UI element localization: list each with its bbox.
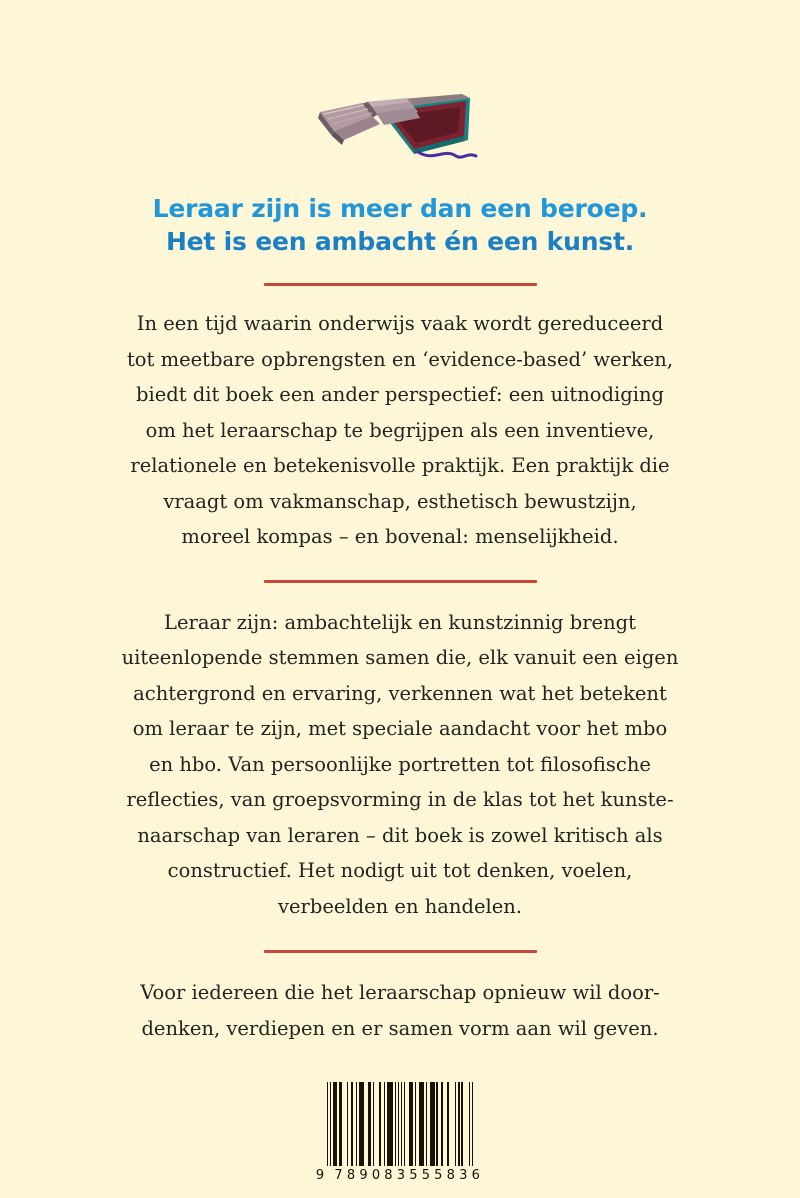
paragraph-2-line-2: uiteenlopende stemmen samen die, elk vanuit een eigen xyxy=(121,646,679,669)
isbn-barcode xyxy=(316,1082,484,1183)
paragraph-2-line-8: constructief. Het nodigt uit tot denken, voelen, xyxy=(167,859,633,882)
open-book-illustration xyxy=(310,88,490,170)
paragraph-2-line-5: en hbo. Van persoonlijke portretten tot filosofische xyxy=(149,752,651,776)
paragraph-1 xyxy=(90,306,710,555)
barcode-bars xyxy=(327,1082,474,1166)
paragraph-1-line-7: moreel kompas – en bovenal: menselijkheid. xyxy=(181,525,619,548)
paragraph-1-line-4: om het leraarschap te begrijpen als een inventieve, xyxy=(145,418,655,442)
barcode-group-right: 555836 xyxy=(409,1168,485,1183)
divider-3 xyxy=(264,950,537,953)
paragraph-1-line-2: tot meetbare opbrengsten en ‘evidence-based’ werken, xyxy=(126,347,674,371)
divider-1 xyxy=(264,283,537,286)
paragraph-3-line-2: denken, verdiepen en er samen vorm aan wil geven. xyxy=(141,1016,659,1040)
open-book-icon xyxy=(305,88,495,170)
paragraph-2-line-3: achtergrond en ervaring, verkennen wat het betekent xyxy=(133,681,667,705)
paragraph-3 xyxy=(90,975,710,1046)
paragraph-2-line-1: Leraar zijn: ambachtelijk en kunstzinnig brengt xyxy=(164,610,636,634)
headline-line-2: Het is een ambacht én een kunst. xyxy=(165,227,635,256)
paragraph-2-line-6: reflecties, van groepsvorming in de klas tot het kunste- xyxy=(126,788,674,811)
barcode-digits xyxy=(316,1168,484,1183)
paragraph-1-line-6: vraagt om vakmanschap, esthetisch bewustzijn, xyxy=(163,489,637,513)
barcode-bar xyxy=(472,1082,474,1166)
cover-headline xyxy=(153,192,648,258)
paragraph-2-line-9: verbeelden en handelen. xyxy=(277,894,523,918)
paragraph-2-line-7: naarschap van leraren – dit boek is zowel kritisch als xyxy=(137,823,663,847)
paragraph-1-line-1: In een tijd waarin onderwijs vaak wordt gereduceerd xyxy=(136,312,664,335)
divider-2 xyxy=(264,580,537,583)
headline-line-1: Leraar zijn is meer dan een beroep. xyxy=(152,194,648,223)
paragraph-3-line-1: Voor iedereen die het leraarschap opnieuw wil door- xyxy=(140,981,660,1004)
barcode-group-left: 789083 xyxy=(334,1168,410,1183)
paragraph-2-line-4: om leraar te zijn, met speciale aandacht voor het mbo xyxy=(132,717,668,740)
paragraph-1-line-3: biedt dit boek een ander perspectief: een uitnodiging xyxy=(135,383,664,406)
paragraph-1-line-5: relationele en betekenisvolle praktijk. Een praktijk die xyxy=(130,454,670,477)
barcode-lead-digit: 9 xyxy=(315,1168,329,1183)
paragraph-2 xyxy=(90,605,710,925)
